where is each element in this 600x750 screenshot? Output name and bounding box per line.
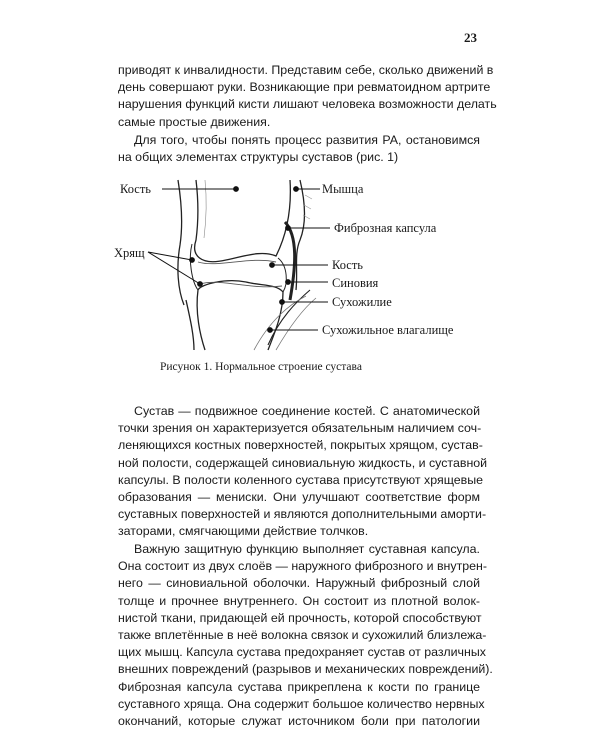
text-line: день совершают руки. Возникающие при ревматоидном артрите <box>118 80 491 95</box>
text-line: капсулы. В полости коленного сустава присутствуют хрящевые <box>118 472 484 487</box>
label-fibrous-capsule: Фиброзная капсула <box>334 221 437 235</box>
text-line: также вплетённые в неё волокна связок и сухожилий близлежа- <box>118 628 487 643</box>
text-line: толще и прочнее внутреннего. Он состоит из плотной волок- <box>118 593 480 608</box>
text-line: суставного хряща. Она содержит большое количество нервных <box>118 696 485 711</box>
text-line: точки зрения он характеризуется обязательным наличием соч- <box>118 421 482 436</box>
text-line: щих мышц. Капсула сустава предохраняет сустав от различных <box>118 645 486 660</box>
text-line: внешних повреждений (разрывов и механических повреждений). <box>118 662 493 677</box>
label-tendon-sheath: Сухожильное влагалище <box>322 323 454 337</box>
label-bone-top: Кость <box>120 182 151 196</box>
label-muscle: Мышца <box>322 182 364 196</box>
page-number: 23 <box>464 30 477 45</box>
text-line: нарушения функций кисти лишают человека возможности делать <box>118 97 497 112</box>
text-line: на общих элементах структуры суставов (рис. 1) <box>118 150 399 165</box>
label-tendon: Сухожилие <box>332 295 392 309</box>
text-line: окончаний, которые служат источником боли при патологии <box>118 714 480 729</box>
text-line: Важную защитную функцию выполняет суставная капсула. <box>134 542 480 556</box>
text-line: Она состоит из двух слоёв — наружного фиброзного и внутрен- <box>118 559 488 574</box>
label-bone-right: Кость <box>332 258 363 272</box>
paragraph-3 <box>118 403 488 541</box>
text-line: нистой ткани, придающей ей прочность, которой способствуют <box>118 610 482 625</box>
text-line: Фиброзная капсула сустава прикреплена к кости по границе <box>118 679 480 694</box>
label-synovium: Синовия <box>332 276 379 290</box>
text-line: суставных поверхностей и являются дополнительными аморти- <box>118 507 487 522</box>
text-line: образования — мениски. Они улучшают соответствие форм <box>118 490 480 505</box>
text-line: ной полости, содержащей синовиальную жидкость, и суставной <box>118 455 488 470</box>
text-line: самые простые движения. <box>118 114 271 129</box>
figure-caption: Рисунок 1. Нормальное строение сустава <box>160 361 362 373</box>
label-cartilage: Хрящ <box>114 246 145 260</box>
text-line: заторами, смягчающими действие толчков. <box>118 524 369 539</box>
paragraph-4 <box>118 541 493 730</box>
text-line: леняющихся костных поверхностей, покрытых хрящом, сустав- <box>118 438 483 453</box>
text-line: него — синовиальной оболочки. Наружный фиброзный слой <box>118 576 480 591</box>
text-line: приводят к инвалидности. Представим себе, сколько движений в <box>118 63 494 77</box>
text-line: Для того, чтобы понять процесс развития РА, остановимся <box>134 133 480 147</box>
text-line: Сустав — подвижное соединение костей. С анатомической <box>134 404 480 418</box>
